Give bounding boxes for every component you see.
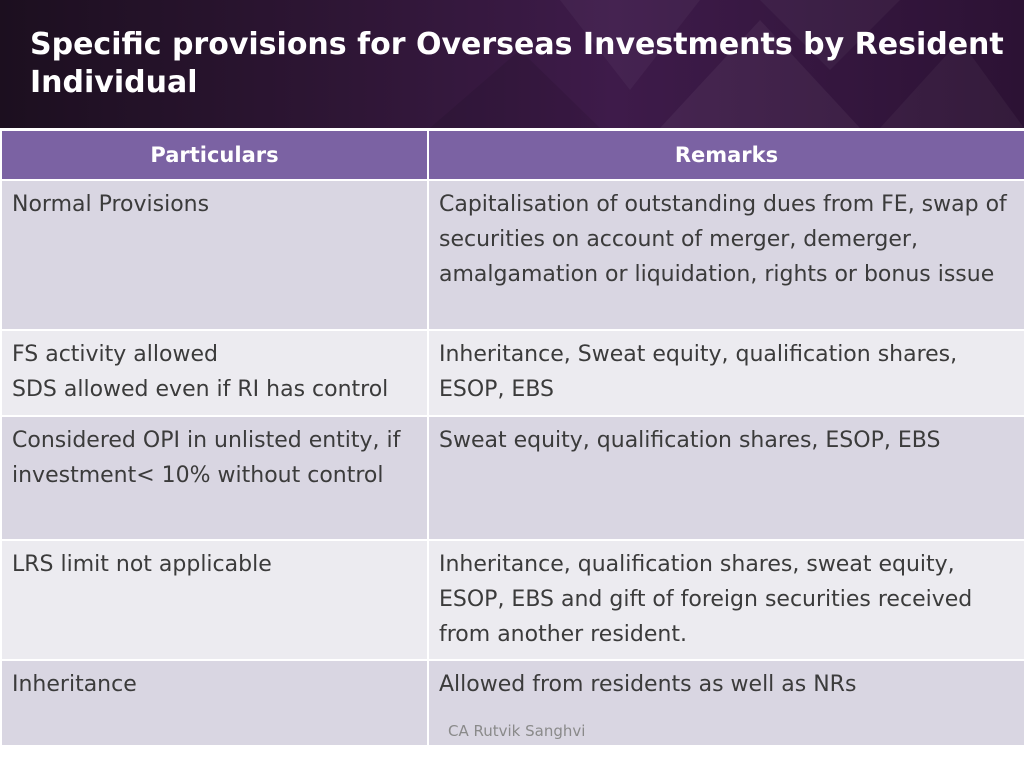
table-row <box>1 330 1024 416</box>
particulars-cell <box>1 540 428 660</box>
particulars-cell <box>1 330 428 416</box>
table-header-row <box>1 130 1024 180</box>
table-row <box>1 416 1024 540</box>
column-header-particulars: Particulars <box>1 130 428 180</box>
slide-title: Specific provisions for Overseas Investments by Resident Individual <box>30 27 1004 100</box>
particulars-text: LRS limit not applicable <box>12 552 272 577</box>
provisions-table <box>0 129 1024 747</box>
remarks-cell: Inheritance, qualification shares, sweat equity, ESOP, EBS and gift of foreign securities received from another resident. <box>428 540 1024 660</box>
table-row <box>1 180 1024 330</box>
particulars-text: Normal Provisions <box>12 192 210 217</box>
table-row <box>1 540 1024 660</box>
particulars-cell <box>1 180 428 330</box>
remarks-cell: Capitalisation of outstanding dues from FE, swap of securities on account of merger, demerger, amalgamation or liquidation, rights or bonus issue <box>428 180 1024 330</box>
particulars-text: Considered OPI in unlisted entity, if investment< 10% without control <box>12 428 401 488</box>
footer-author: CA Rutvik Sanghvi <box>448 722 586 740</box>
particulars-text: Inheritance <box>12 672 137 697</box>
remarks-cell: Allowed from residents as well as NRs <box>428 660 1024 746</box>
particulars-text: SDS allowed even if RI has control <box>12 377 389 402</box>
particulars-cell <box>1 660 428 746</box>
particulars-text: FS activity allowed <box>12 342 218 367</box>
remarks-cell: Sweat equity, qualification shares, ESOP, EBS <box>428 416 1024 540</box>
remarks-cell: Inheritance, Sweat equity, qualification shares, ESOP, EBS <box>428 330 1024 416</box>
title-banner <box>0 0 1024 128</box>
particulars-cell <box>1 416 428 540</box>
column-header-remarks: Remarks <box>428 130 1024 180</box>
